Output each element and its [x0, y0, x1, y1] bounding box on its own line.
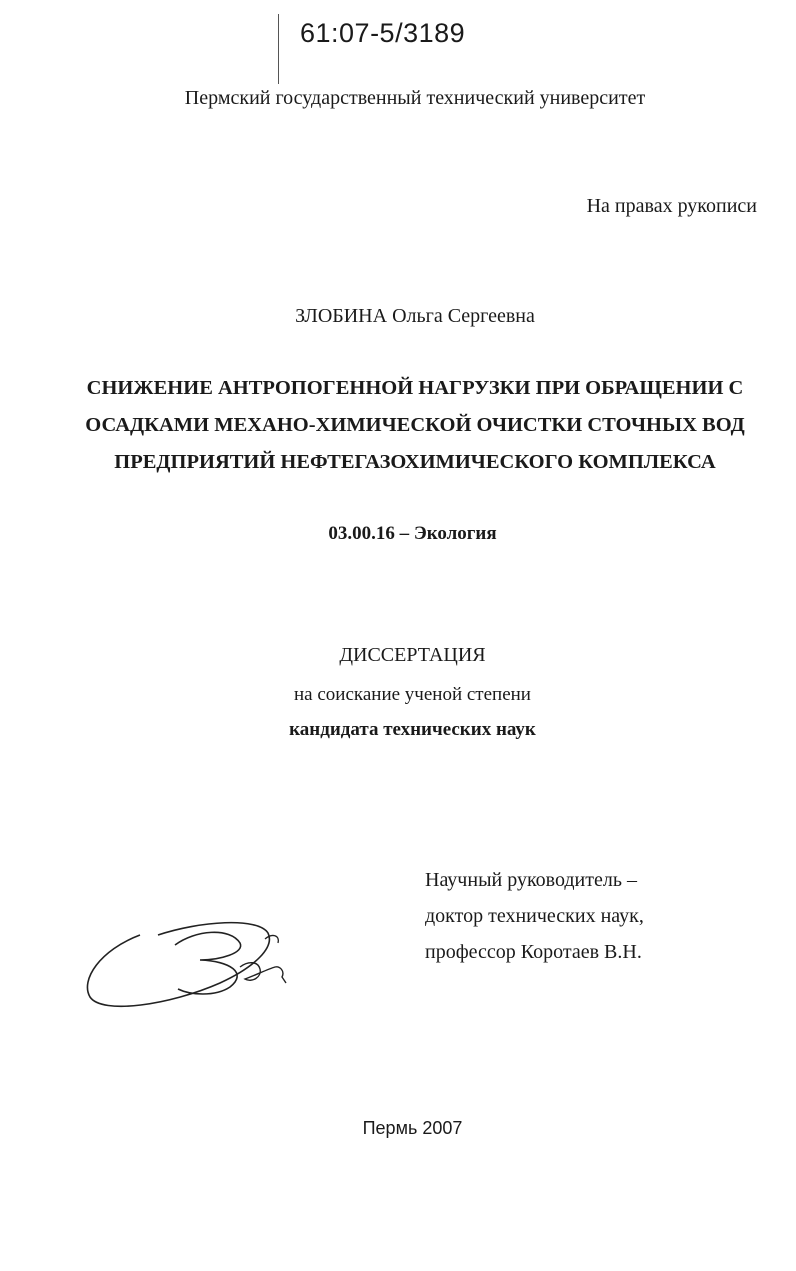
- university-name: Пермский государственный технический университет: [184, 87, 646, 109]
- supervisor-degree: доктор технических наук,: [425, 905, 644, 927]
- title-line: ОСАДКАМИ МЕХАНО-ХИМИЧЕСКОЙ ОЧИСТКИ СТОЧНЫХ ВОД: [85, 414, 745, 436]
- degree-line: на соискание ученой степени: [294, 684, 531, 705]
- title-line: СНИЖЕНИЕ АНТРОПОГЕННОЙ НАГРУЗКИ ПРИ ОБРАЩЕНИИ С: [86, 377, 744, 399]
- city-year: Пермь 2007: [362, 1118, 463, 1138]
- title-line: ПРЕДПРИЯТИЙ НЕФТЕГАЗОХИМИЧЕСКОГО КОМПЛЕКСА: [114, 451, 716, 473]
- manuscript-rights: На правах рукописи: [586, 195, 757, 217]
- document-type: ДИССЕРТАЦИЯ: [339, 644, 486, 666]
- signature-icon: [80, 905, 305, 1015]
- specialty: 03.00.16 – Экология: [328, 523, 497, 544]
- author-name: ЗЛОБИНА Ольга Сергеевна: [295, 305, 535, 327]
- archive-code: 61:07-5/3189: [300, 18, 466, 48]
- supervisor-name: профессор Коротаев В.Н.: [425, 941, 642, 963]
- stamp-divider: [278, 14, 279, 84]
- academic-degree: кандидата технических наук: [289, 719, 536, 740]
- supervisor-block: [425, 862, 644, 970]
- supervisor-label: Научный руководитель –: [425, 869, 637, 891]
- thesis-title: [60, 370, 770, 481]
